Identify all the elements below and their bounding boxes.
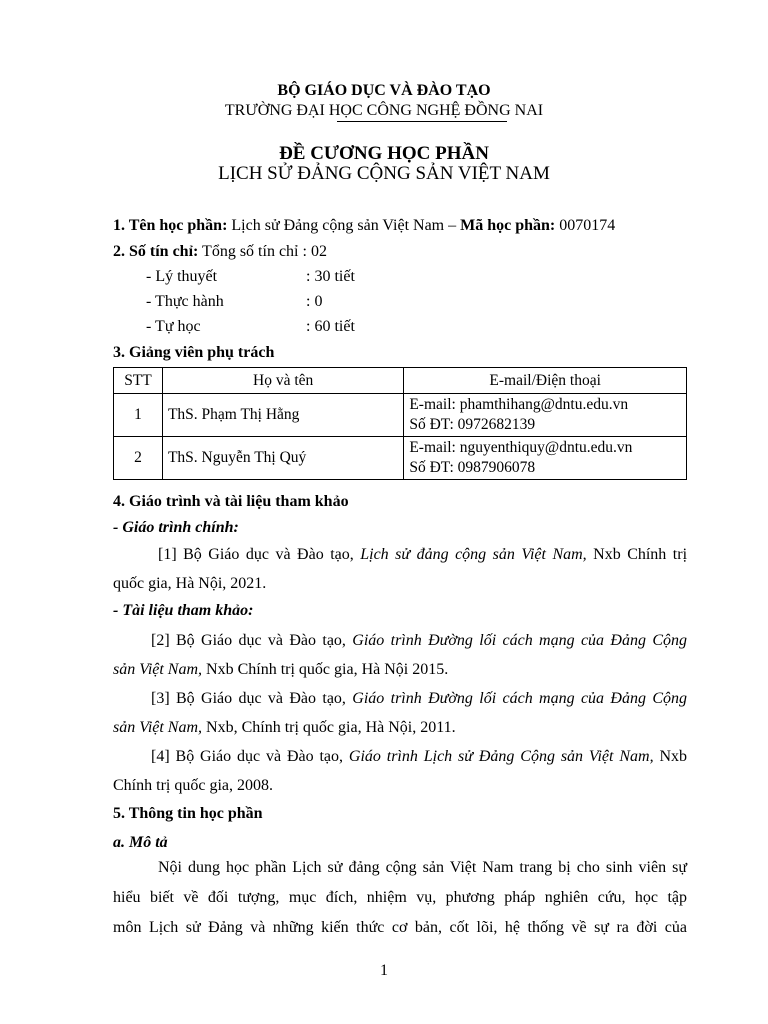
section-4-label: 4. Giáo trình và tài liệu tham khảo (113, 493, 349, 510)
description-paragraph (113, 853, 687, 943)
section-3-label: 3. Giảng viên phụ trách (113, 344, 275, 361)
ref-1-author: [1] Bộ Giáo dục và Đào tạo, (158, 546, 361, 563)
ref-1-publisher: Nxb Chính trị (586, 546, 688, 563)
credit-row-theory-value: : 30 tiết (306, 268, 355, 285)
description-line-1: Nội dung học phần Lịch sử đảng cộng sản Việt Nam trang bị cho sinh viên sự (158, 859, 687, 876)
table-row (114, 394, 687, 437)
row-name: ThS. Nguyễn Thị Quý (162, 437, 403, 480)
reference-3 (113, 684, 687, 742)
ref-4-publisher: Nxb (653, 748, 687, 765)
ref-4-author: [4] Bộ Giáo dục và Đào tạo, (151, 748, 349, 765)
ref-1-line2: quốc gia, Hà Nội, 2021. (113, 575, 267, 592)
ref-2-title: Giáo trình Đường lối cách mạng của Đảng Cộng (352, 632, 687, 649)
ref-4-line2: Chính trị quốc gia, 2008. (113, 777, 273, 794)
description-line-3: môn Lịch sử Đảng và những kiến thức cơ bản, cốt lõi, hệ thống về sự ra đời của (113, 919, 687, 936)
description-line-2: hiểu biết về đối tượng, mục đích, nhiệm vụ, phương pháp nghiên cứu, học tập (113, 889, 687, 906)
section-5-label: 5. Thông tin học phần (113, 805, 263, 822)
table-header-row (114, 368, 687, 394)
course-name: Lịch sử Đảng cộng sản Việt Nam – (227, 217, 461, 234)
credit-row-theory: - Lý thuyết (146, 268, 218, 285)
section-1 (113, 217, 615, 235)
total-credits: Tổng số tín chỉ : 02 (198, 243, 327, 260)
extra-references-label: - Tài liệu tham khảo: (113, 602, 254, 619)
row-contact (404, 394, 687, 437)
table-row (114, 437, 687, 480)
row-name: ThS. Phạm Thị Hằng (162, 394, 403, 437)
ref-2-publisher: Nxb Chính trị quốc gia, Hà Nội 2015. (202, 661, 449, 678)
credit-row-selfstudy: - Tự học (146, 318, 201, 335)
course-code: 0070174 (555, 217, 616, 234)
row-stt: 2 (114, 437, 163, 480)
document-title: ĐỀ CƯƠNG HỌC PHẦN (279, 143, 489, 164)
course-title: LỊCH SỬ ĐẢNG CỘNG SẢN VIỆT NAM (218, 163, 550, 184)
reference-1 (113, 540, 687, 598)
col-header-name: Họ và tên (162, 368, 403, 394)
subsection-a-label: a. Mô tả (113, 834, 168, 851)
page-number: 1 (380, 962, 388, 979)
ref-2-title-cont: sản Việt Nam, (113, 661, 203, 678)
ref-3-publisher: Nxb, Chính trị quốc gia, Hà Nội, 2011. (202, 719, 456, 736)
row-contact (404, 437, 687, 480)
ref-3-author: [3] Bộ Giáo dục và Đào tạo, (151, 690, 353, 707)
ministry-name: BỘ GIÁO DỤC VÀ ĐÀO TẠO (277, 82, 491, 99)
ref-4-title: Giáo trình Lịch sử Đảng Cộng sản Việt Nam, (348, 748, 654, 765)
row-phone: Số ĐT: 0972682139 (409, 416, 536, 433)
ref-3-title-cont: sản Việt Nam, (113, 719, 203, 736)
row-phone: Số ĐT: 0987906078 (409, 459, 536, 476)
university-name: TRƯỜNG ĐẠI HỌC CÔNG NGHỆ ĐỒNG NAI (224, 102, 544, 119)
section-1-label: 1. Tên học phần: (113, 217, 228, 234)
ref-1-title: Lịch sử đảng cộng sản Việt Nam, (360, 546, 587, 563)
ref-3-title: Giáo trình Đường lối cách mạng của Đảng Cộng (352, 690, 687, 707)
section-2 (113, 243, 327, 261)
course-code-label: Mã học phần: (460, 217, 556, 234)
main-textbook-label: - Giáo trình chính: (113, 519, 239, 536)
row-stt: 1 (114, 394, 163, 437)
col-header-contact: E-mail/Điện thoại (404, 368, 687, 394)
section-2-label: 2. Số tín chỉ: (113, 243, 199, 260)
lecturer-table (113, 367, 687, 480)
header-divider (337, 121, 507, 122)
credit-row-selfstudy-value: : 60 tiết (306, 318, 355, 335)
col-header-stt: STT (114, 368, 163, 394)
row-email: E-mail: nguyenthiquy@dntu.edu.vn (409, 439, 633, 456)
ref-2-author: [2] Bộ Giáo dục và Đào tạo, (151, 632, 353, 649)
row-email: E-mail: phamthihang@dntu.edu.vn (409, 396, 629, 413)
credit-row-practice-value: : 0 (306, 293, 323, 310)
reference-4 (113, 742, 687, 800)
reference-2 (113, 626, 687, 684)
credit-row-practice: - Thực hành (146, 293, 224, 310)
